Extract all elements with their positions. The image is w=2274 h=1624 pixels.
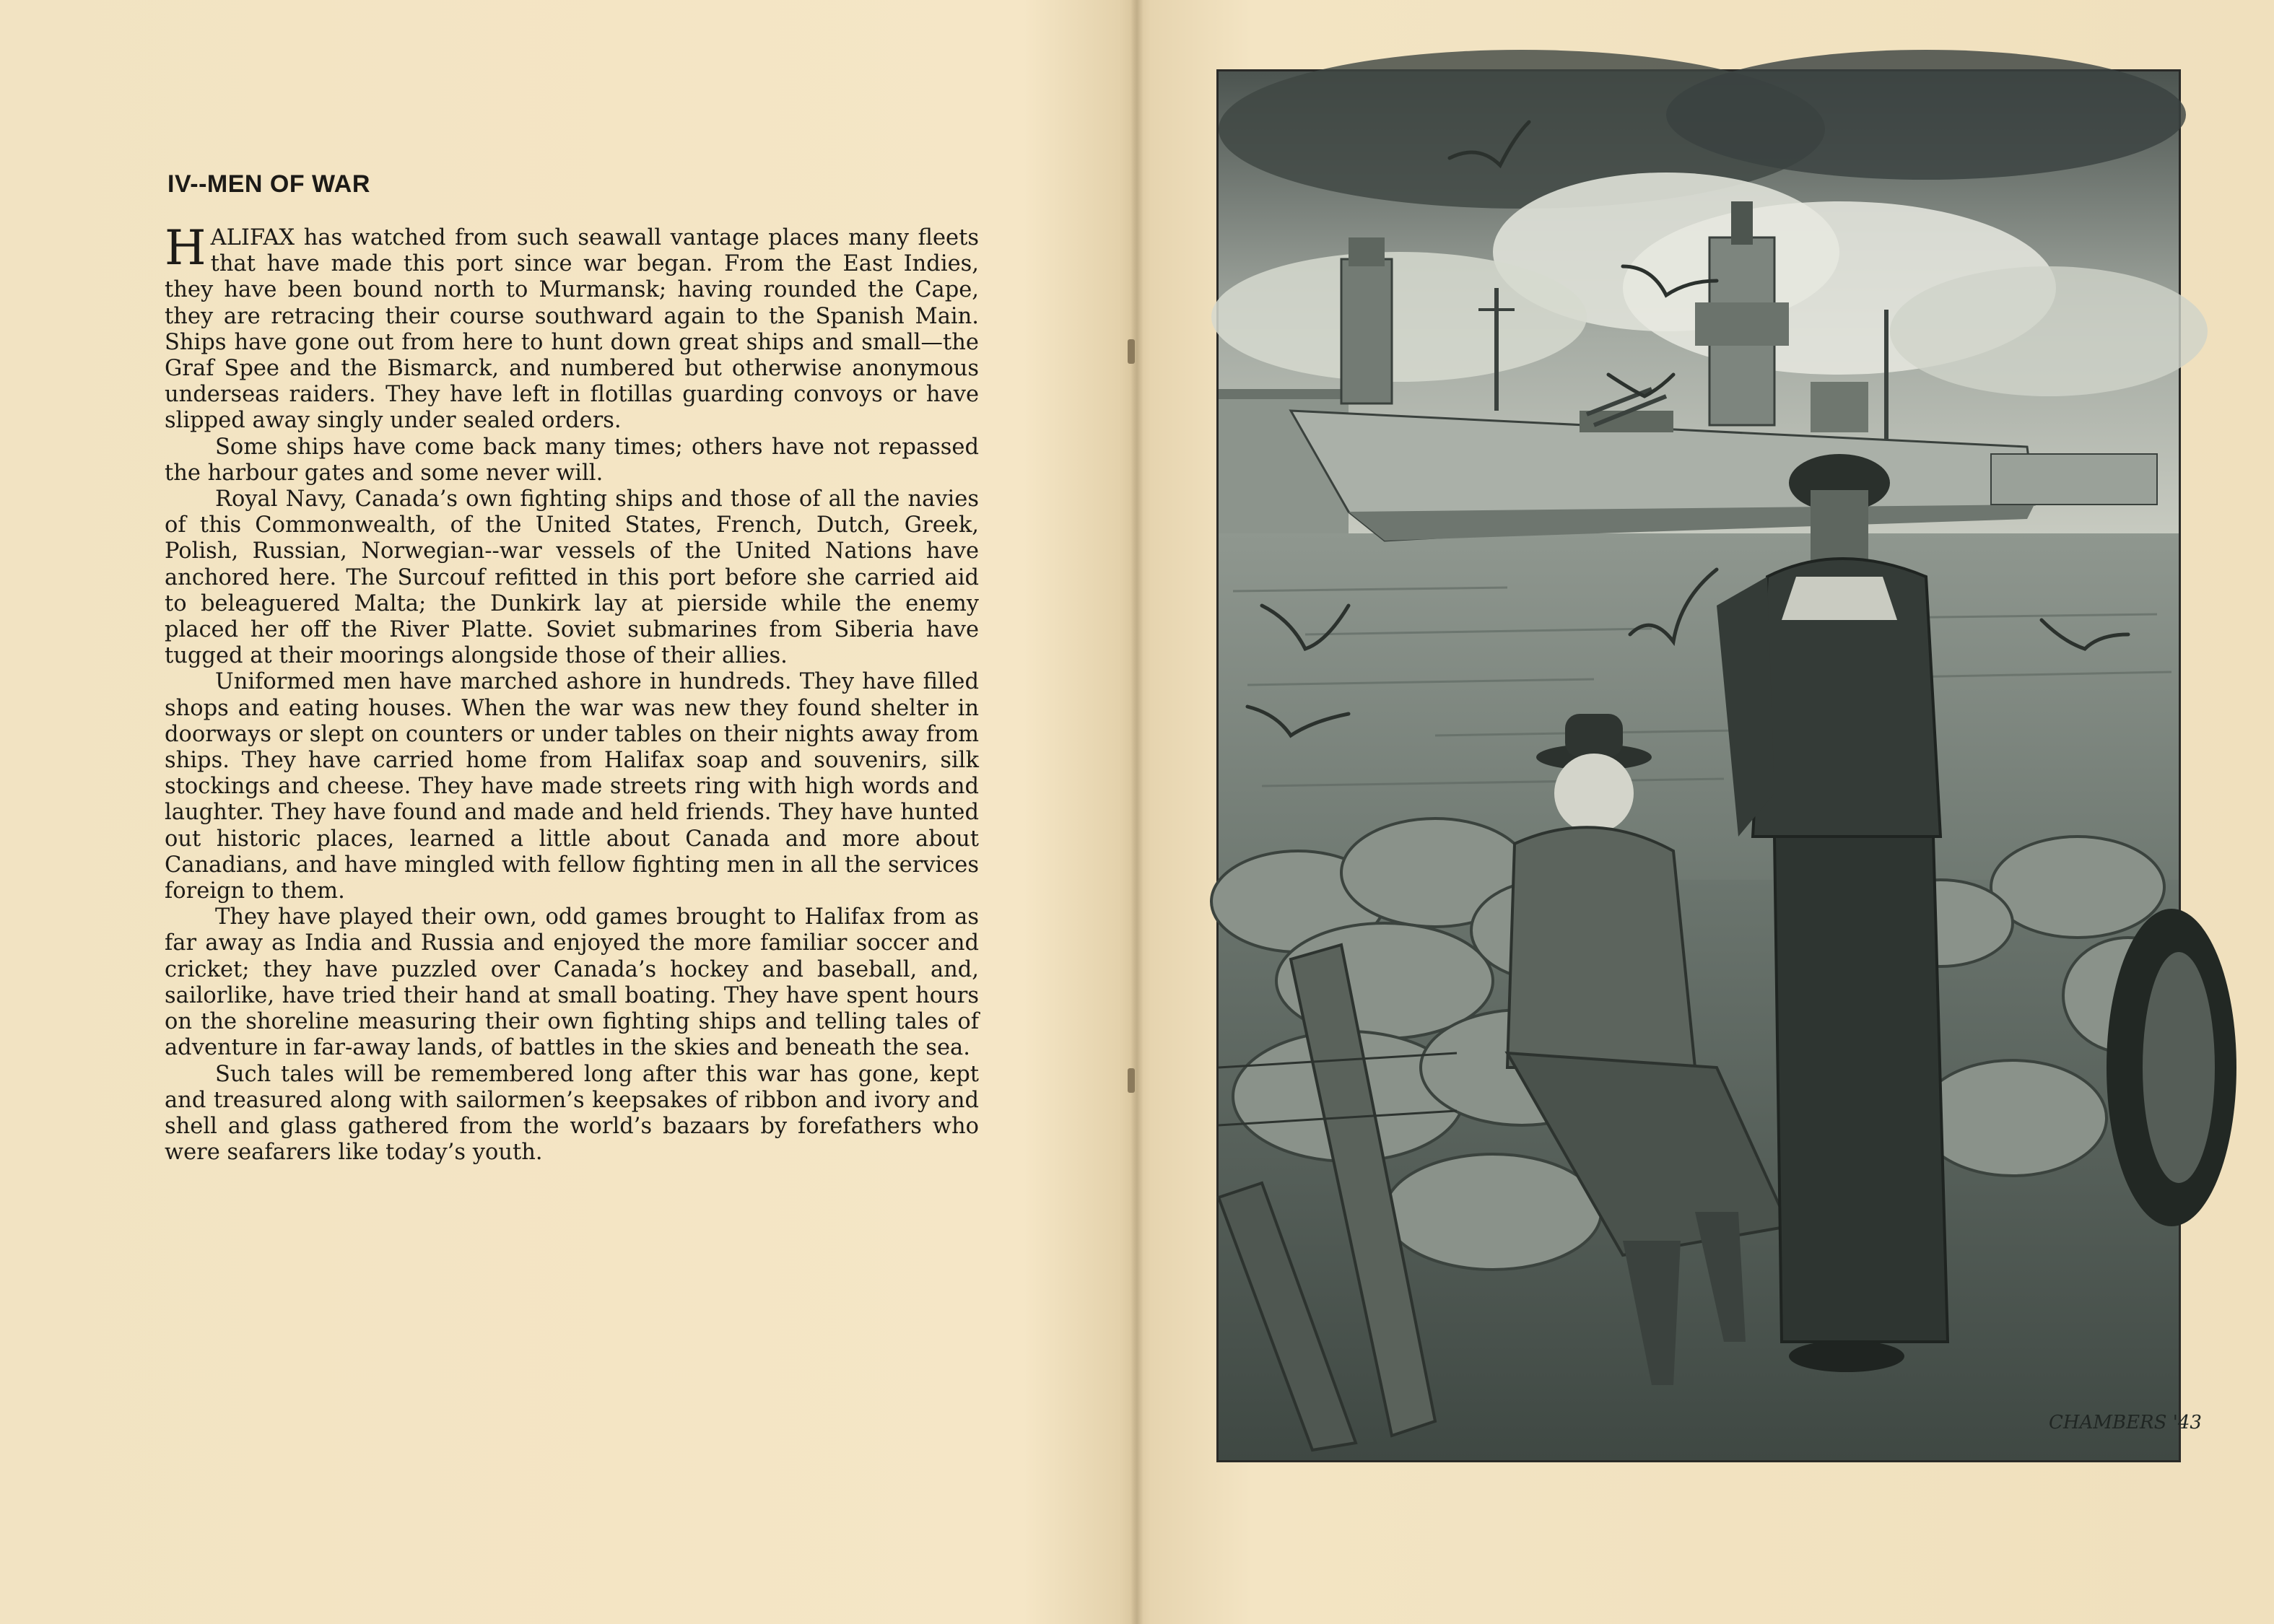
white-cloud [1211, 252, 1587, 382]
paragraph-4: Uniformed men have marched ashore in hundreds. They have filled shops and eating houses. When the war was new they found shelter in doorways or slept on counters or under tables on their nights away from ships. They have carried home from Halifax soap and souvenirs, silk stockings and cheese. They have made streets ring with high words and laughter. They have found and made and held friends. They have hunted out historic places, learned a little about Canada and more about Canadians, and have mingled with fellow fighting men in all the services foreign to them. [165, 669, 979, 904]
paragraph-3: Royal Navy, Canada’s own fighting ships and those of all the navies of this Commonwealth, of the United States, French, Dutch, Greek, Polish, Russian, Norwegian--war vessels of the United Nations have anchored here. The Surcouf refitted in this port before she carried aid to beleaguered Malta; the Dunkirk lay at pierside while the enemy placed her off the River Platte. Soviet submarines from Siberia have tugged at their moorings alongside those of their allies. [165, 486, 979, 669]
staple-bottom [1128, 1068, 1135, 1093]
paragraph-5: They have played their own, odd games brought to Halifax from as far away as India and Russia and enjoyed the more familiar soccer and cricket; they have puzzled over Canada’s hockey and baseball, and, sailorlike, have tried their hand at small boating. They have spent hours on the shoreline measuring their own fighting ships and telling tales of adventure in far-away lands, of battles in the skies and beneath the sea. [165, 904, 979, 1061]
drop-cap: H [165, 220, 206, 276]
artist-signature: CHAMBERS '43 [2049, 1412, 2202, 1433]
harbour-illustration [1216, 69, 2202, 1462]
paragraph-6: Such tales will be remembered long after this war has gone, kept and treasured along with sailormen’s keepsakes of ribbon and ivory and shell and glass gathered from the world’s bazaars by forefathers who were seafarers like today’s youth. [165, 1061, 979, 1166]
pier-edge [1219, 389, 1349, 399]
paragraph-2: Some ships have come back many times; others have not repassed the harbour gates and some never will. [165, 434, 979, 486]
staple-top [1128, 339, 1135, 364]
white-cloud [1890, 266, 2208, 396]
chapter-heading: IV--MEN OF WAR [167, 170, 370, 198]
paragraph-1 [165, 220, 979, 435]
body-text [165, 220, 979, 1166]
right-page [1137, 0, 2274, 1624]
car-wheel [2107, 909, 2236, 1226]
illustration-drawing [1219, 71, 2202, 1460]
dark-cloud [1666, 50, 2186, 180]
paragraph-1-text: ALIFAX has watched from such seawall vantage places many fleets that have made this port since war began. From the East Indies, they have been bound north to Murmansk; having rounded the Cape, they are retracing their course southward again to the Spanish Main. Ships have gone out from here to hunt down great ships and small—the Graf Spee and the Bismarck, and numbered but otherwise anonymous underseas raiders. They have left in flotillas guarding convoys or have slipped away singly under sealed orders. [165, 225, 979, 434]
